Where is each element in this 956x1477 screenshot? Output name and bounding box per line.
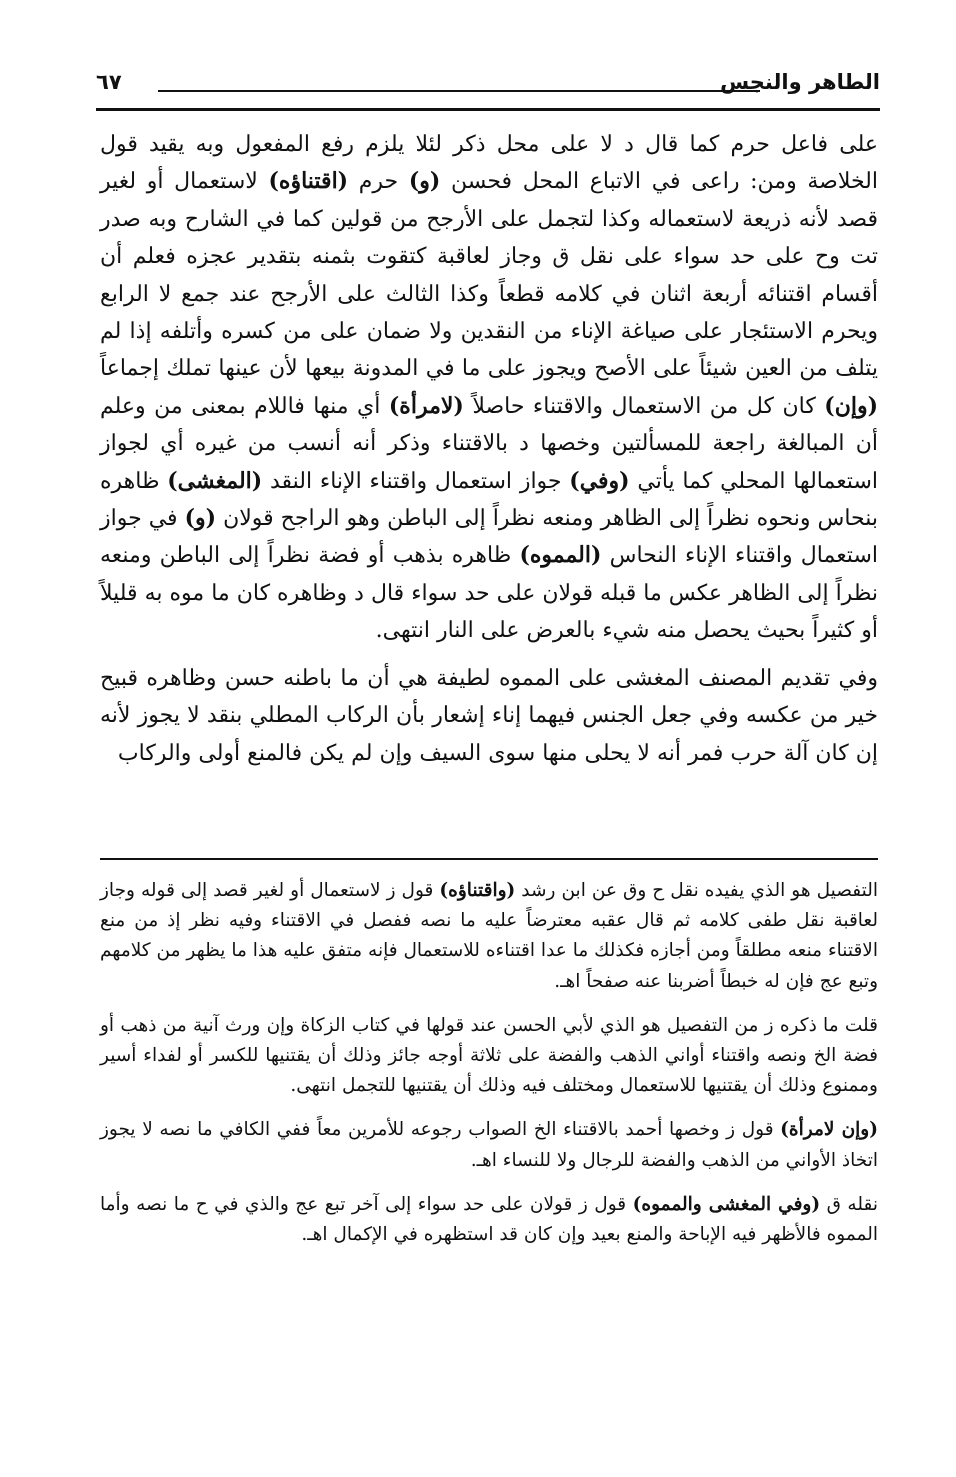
- text-segment: قول ز وخصها أحمد بالاقتناء الخ الصواب رجوعه للأمرين معاً ففي الكافي ما نصه لا يجوز اتخاذ الأواني من الذهب والفضة للرجال ولا للنساء اهـ.: [100, 1119, 878, 1171]
- main-paragraph-2: [100, 660, 878, 772]
- text-segment: حرم: [348, 169, 409, 195]
- text-segment: قول ز لاستعمال أو لغير قصد إلى قوله وجاز لعاقبة نقل طفى كلامه ثم قال عقبه معترضاً عليه ما نصه ففصل في الاقتناء وفيه نظر إذ من منع الاقتناء منعه مطلقاً ومن أجازه فكذلك ما عدا اقتناءه للاستعمال فإنه متفق عليه هذا ما يظهر من كلامهم وتبع عج فإن له خبطاً أضربنا عنه صفحاً اهـ.: [100, 880, 878, 992]
- running-title: الطاهر والنجس: [720, 70, 880, 94]
- text-segment: كان كل من الاستعمال والاقتناء حاصلاً: [463, 393, 825, 419]
- bold-term: (وإن لامرأة): [780, 1119, 878, 1141]
- bold-term: (واقتناؤه): [439, 880, 516, 901]
- text-segment: ظاهره بذهب أو فضة نظراً إلى الباطن ومنعه نظراً إلى الظاهر عكس ما قبله قولان على حد سواء قال د وظاهره كان ما موه به قليلاً أو كثيراً بحيث يحصل منه شيء بالعرض على النار انتهى.: [100, 543, 878, 644]
- text-segment: في جواز استعمال واقتناء الإناء النحاس: [100, 506, 878, 569]
- text-segment: وفي تقديم المصنف المغشى على المموه لطيفة هي أن ما باطنه حسن وظاهره قبيح خير من عكسه وفي جعل الجنس فيهما إناء إشعار بأن الركاب المطلي بنقد لا يجوز لأنه إن كان آلة حرب فمر أنه لا يحلى منها سوى السيف وإن لم يكن فالمنع أولى والركاب: [100, 665, 878, 766]
- header-rule: [158, 90, 760, 92]
- text-segment: التفصيل هو الذي يفيده نقل ح وق عن ابن رشد: [515, 880, 878, 901]
- text-segment: لاستعمال أو لغير قصد لأنه ذريعة لاستعماله وكذا لتجمل على الأرجح من قولين كما في الشارح وبه صدر تت وح على حد سواء على نقل ق وجاز لعاقبة كتقوت بثمنه بتقدير عجزه فعلم أن أقسام اقتنائه أربعة اثنان في كلامه قطعاً وكذا الثالث على الأرجح عند جمع لا الرابع ويحرم الاستئجار على صياغة الإناء من النقدين ولا ضمان على من كسره وأتلفه إذا لم يتلف من العين شيئاً على الأصح ويجوز على ما في المدونة بيعها لأن عينها تملك إجماعاً: [100, 169, 878, 382]
- bold-term: (المموه): [519, 542, 602, 569]
- text-segment: على فاعل حرم كما قال د لا على محل ذكر لئلا يلزم رفع المفعول وبه يقيد قول الخلاصة ومن: راعى في الاتباع المحل فحسن: [100, 132, 878, 195]
- header-divider: [96, 108, 880, 111]
- text-segment: قلت ما ذكره ز من التفصيل هو الذي لأبي الحسن عند قولها في كتاب الزكاة وإن ورث آنية من ذهب أو فضة الخ ونصه واقتناء أواني الذهب والفضة على ثلاثة أوجه جائز وذلك أن يقتنيها للكسر أو لفداء أسير وممنوع وذلك أن يقتنيها للاستعمال ومختلف فيه وذلك أن يقتنيها للتجمل انتهى.: [100, 1014, 878, 1097]
- footnote-2: [100, 1011, 878, 1102]
- bold-term: (المغشى): [167, 467, 263, 494]
- bold-term: (وإن): [824, 392, 879, 419]
- main-text: [100, 126, 878, 772]
- text-segment: جواز استعمال واقتناء الإناء النقد: [262, 468, 570, 494]
- bold-term: (وفي المغشى والمموه): [632, 1193, 821, 1215]
- page-header: [96, 66, 880, 108]
- bold-term: (وفي): [569, 467, 630, 494]
- bold-term: (لامرأة): [388, 392, 464, 419]
- page-number: ٦٧: [96, 70, 122, 94]
- footnote-1: [100, 876, 878, 997]
- text-segment: قول ز قولان على حد سواء إلى آخر تبع عج والذي في ح ما نصه وأما المموه فالأظهر فيه الإباحة والمنع بعيد وإن كان قد استظهره في الإكمال اهـ.: [100, 1193, 878, 1246]
- text-segment: ظاهره بنحاس ونحوه نظراً إلى الظاهر ومنعه نظراً إلى الباطن وهو الراجح قولان: [100, 468, 878, 532]
- text-segment: أي منها فاللام بمعنى من وعلم أن المبالغة راجعة للمسألتين وخصها د بالاقتناء وذكر أنه أنسب من غيره أي لجواز استعمالها المحلي كما يأتي: [100, 393, 878, 494]
- text-segment: نقله ق: [820, 1193, 878, 1215]
- footnote-4: [100, 1190, 878, 1250]
- footnotes: [100, 876, 878, 1264]
- footnote-divider: [100, 858, 878, 860]
- main-paragraph-1: [100, 126, 878, 650]
- bold-term: (و): [408, 168, 441, 195]
- bold-term: (اقتناؤه): [268, 168, 349, 195]
- footnote-3: [100, 1115, 878, 1175]
- bold-term: (و): [184, 505, 217, 532]
